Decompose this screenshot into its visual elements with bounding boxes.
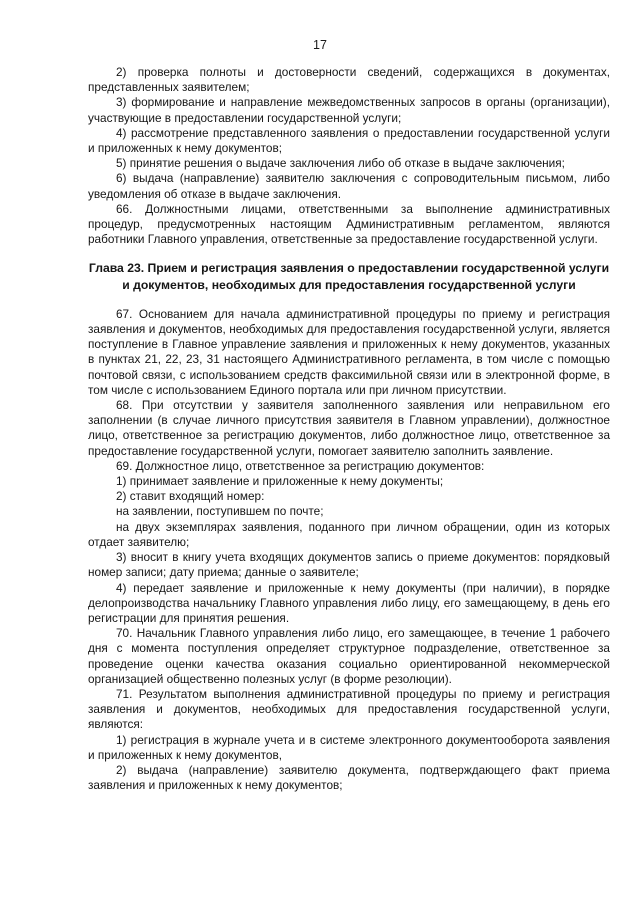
page-number: 17 bbox=[313, 38, 327, 52]
paragraph: 2) ставит входящий номер: bbox=[116, 489, 265, 504]
chapter-body bbox=[88, 307, 610, 794]
paragraph: 67. Основанием для начала административной процедуры по приему и регистрация заявления и документов, необходимых для предоставления государственной услуги, является поступление в Главное управление заявления и приложенных к нему документов, указанных в пунктах 21, 22, 23, 31 настоящего Административного регламента, в том числе с помощью почтовой связи, с использованием средств факсимильной связи или в электронной форме, в том числе с использованием Единого портала или при личном присутствии. bbox=[88, 306, 610, 397]
paragraph: 1) принимает заявление и приложенные к нему документы; bbox=[116, 474, 444, 489]
paragraph: 71. Результатом выполнения административной процедуры по приему и регистрация заявления и документов, необходимых для предоставления государственной услуги, являются: bbox=[88, 686, 610, 732]
paragraph: 3) формирование и направление межведомственных запросов в органы (организации), участвующие в предоставлении государственной услуги; bbox=[88, 95, 610, 125]
paragraph: 3) вносит в книгу учета входящих документов запись о приеме документов: порядковый номер записи; дату приема; данные о заявителе; bbox=[88, 550, 610, 580]
paragraph: 2) проверка полноты и достоверности сведений, содержащихся в документах, представленных заявителем; bbox=[88, 65, 610, 95]
paragraph: 1) регистрация в журнале учета и в системе электронного документооборота заявления и приложенных к нему документов, bbox=[88, 732, 610, 762]
paragraph: 5) принятие решения о выдаче заключения либо об отказе в выдаче заключения; bbox=[116, 156, 565, 171]
paragraph: 4) передает заявление и приложенные к нему документы (при наличии), в порядке делопроизводства начальнику Главного управления либо лицу, его замещающему, в день его регистрации для принятия решения. bbox=[88, 580, 610, 625]
paragraph: 6) выдача (направление) заявителю заключения с сопроводительным письмом, либо уведомления об отказе в выдаче заключения. bbox=[88, 171, 610, 201]
chapter-heading: Глава 23. Прием и регистрация заявления о предоставлении государственной услуги и документов, необходимых для предоставления государственной услуги bbox=[88, 261, 610, 292]
paragraph: 4) рассмотрение представленного заявления о предоставлении государственной услуги и приложенных к нему документов; bbox=[88, 125, 610, 156]
procedure-list bbox=[88, 65, 610, 247]
paragraph: 69. Должностное лицо, ответственное за регистрацию документов: bbox=[116, 458, 485, 473]
paragraph: на двух экземплярах заявления, поданного при личном обращении, один из которых отдает заявителю; bbox=[88, 519, 610, 549]
paragraph: на заявлении, поступившем по почте; bbox=[116, 504, 324, 519]
page-content bbox=[88, 65, 610, 793]
paragraph: 70. Начальник Главного управления либо лицо, его замещающее, в течение 1 рабочего дня с момента поступления определяет структурное подразделение, ответственное за проведение оценки качества оказания социально ориентированной некоммерческой организацией общественно полезных услуг (в форме резолюции). bbox=[88, 626, 610, 686]
paragraph: 2) выдача (направление) заявителю документа, подтверждающего факт приема заявления и приложенных к нему документов; bbox=[88, 762, 610, 793]
paragraph: 66. Должностными лицами, ответственными за выполнение административных процедур, предусмотренных настоящим Административным регламентом, являются работники Главного управления, ответственные за предоставление государственной услуги. bbox=[88, 201, 610, 247]
paragraph: 68. При отсутствии у заявителя заполненного заявления или неправильном его заполнении (в случае личного присутствия заявителя в Главном управлении), должностное лицо, ответственное за регистрацию документов, либо должностное лицо, ответственное за предоставление государственной услуги, помогает заявителю заполнить заявление. bbox=[88, 398, 610, 458]
